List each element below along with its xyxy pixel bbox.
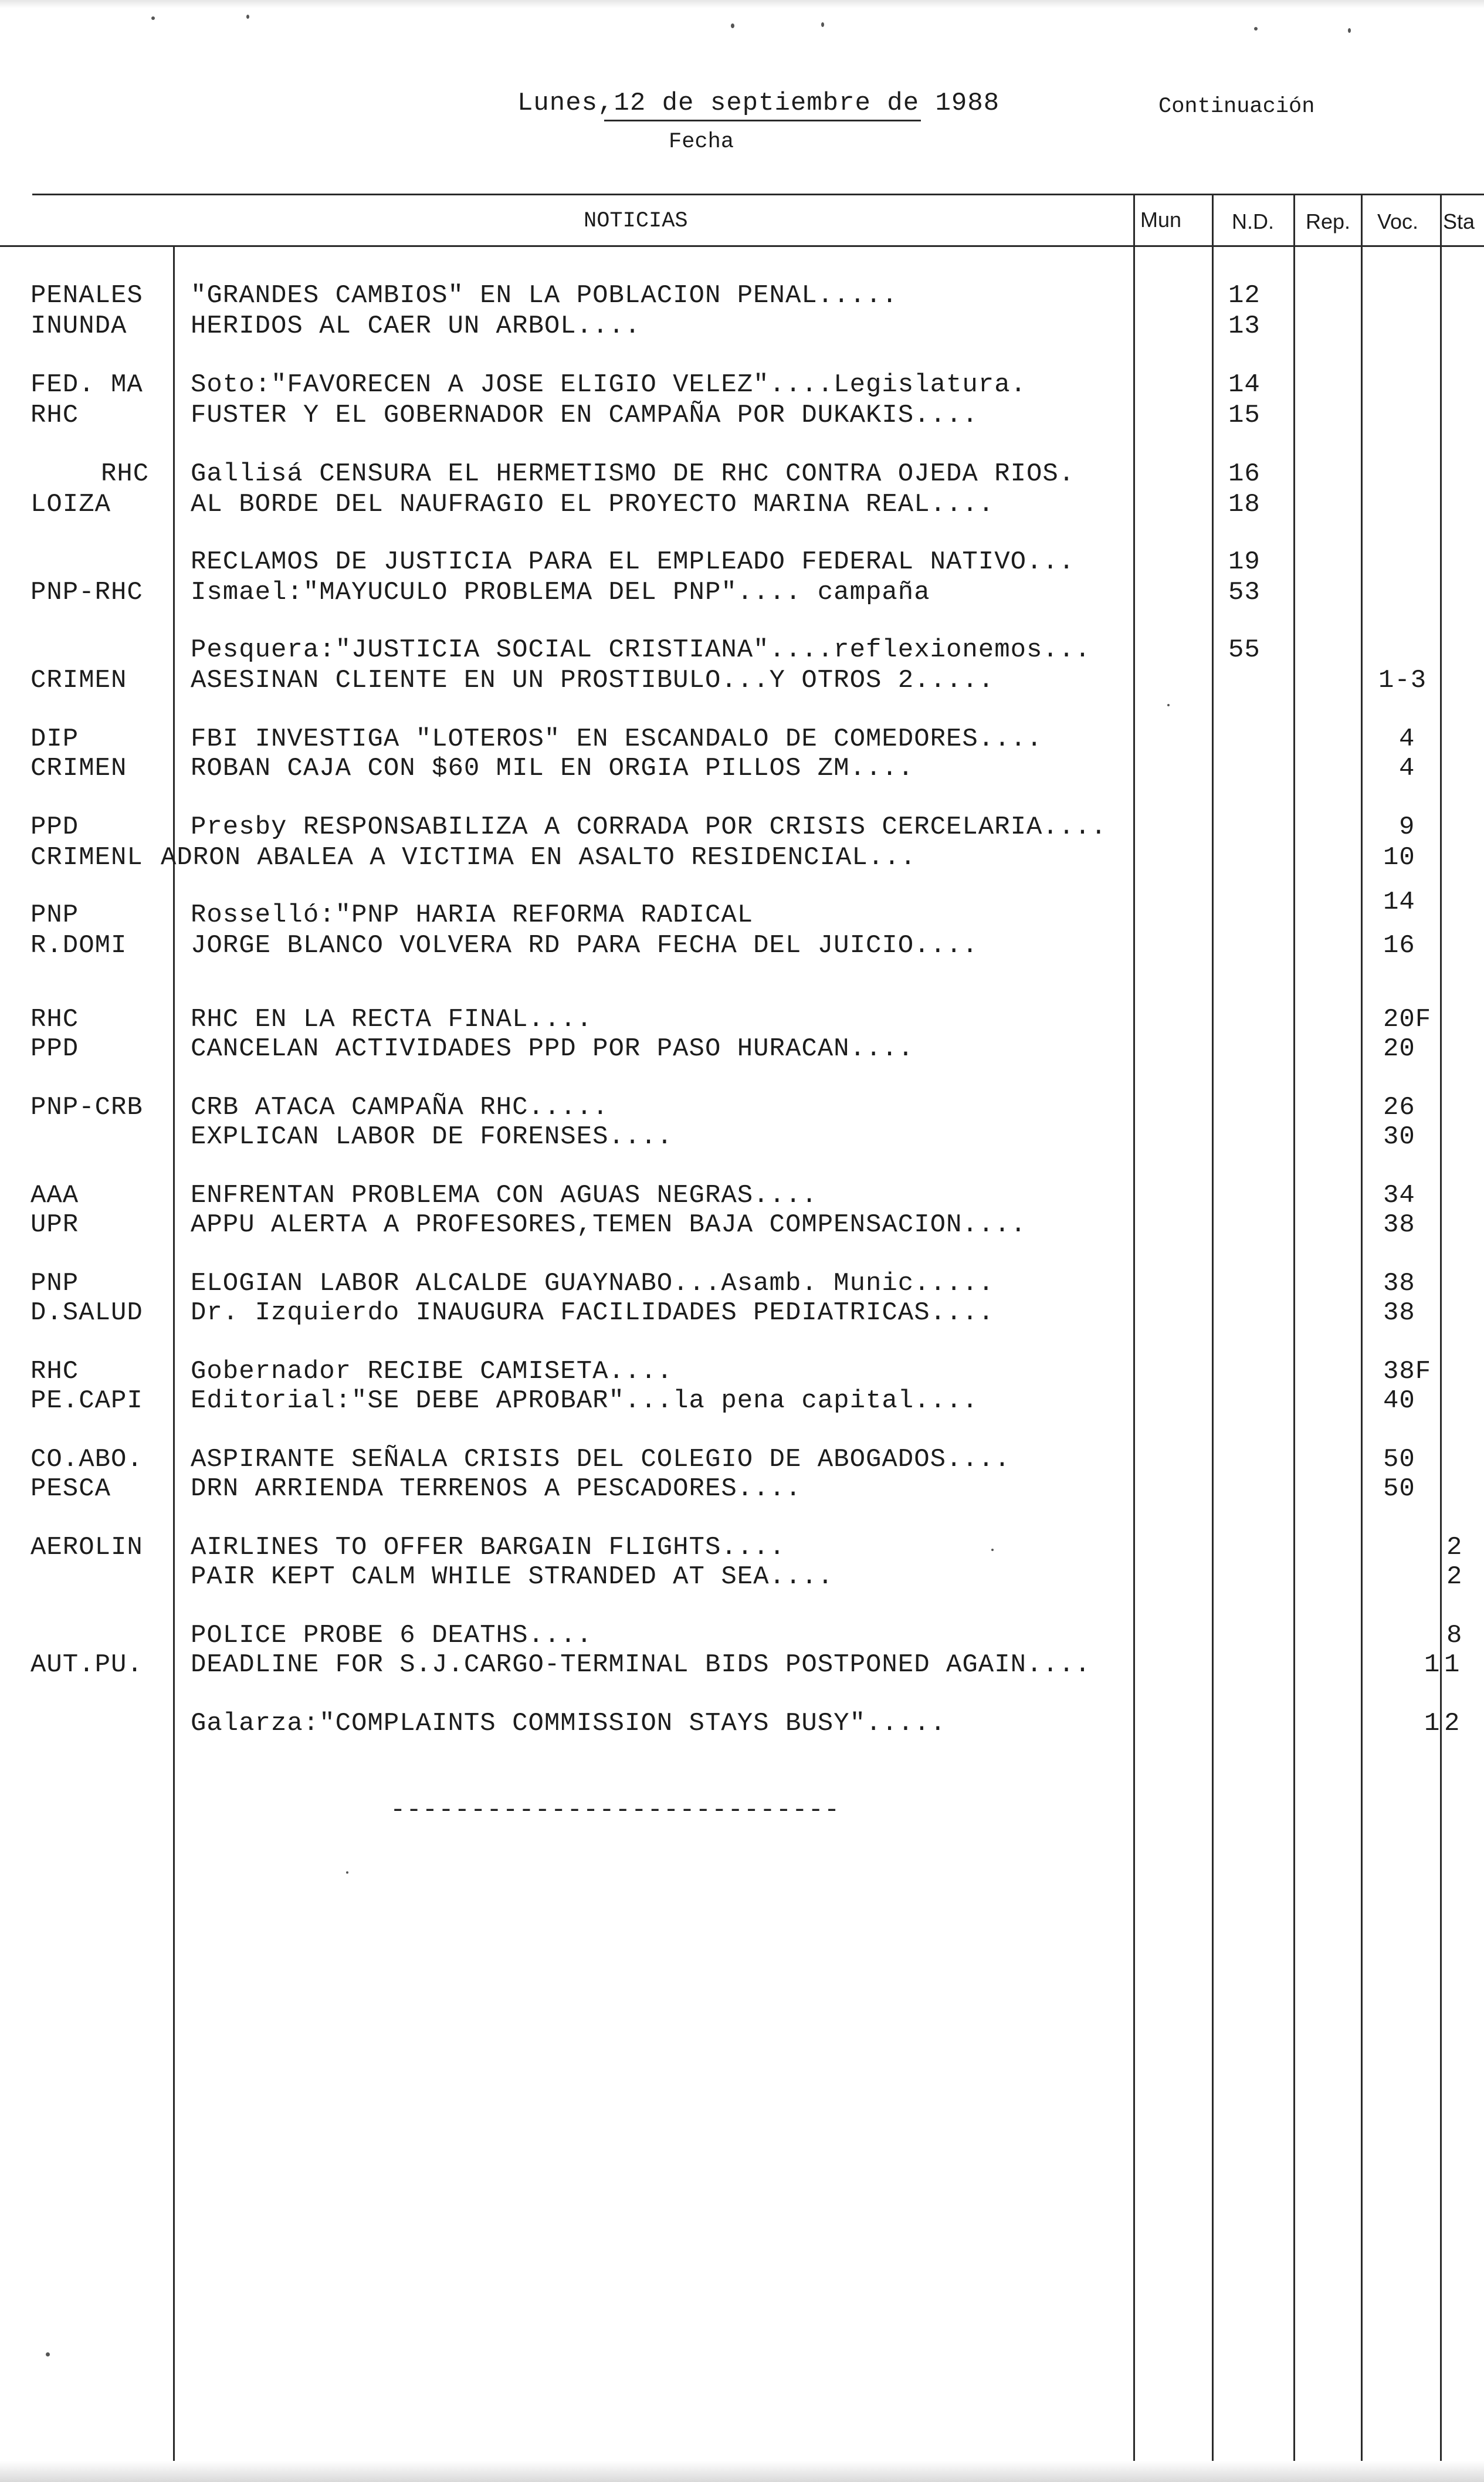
col-rule-code: [173, 245, 175, 2463]
row-headline: PAIR KEPT CALM WHILE STRANDED AT SEA....: [191, 1562, 834, 1592]
row-headline: AL BORDE DEL NAUFRAGIO EL PROYECTO MARINA REAL....: [191, 490, 995, 519]
row-headline: AIRLINES TO OFFER BARGAIN FLIGHTS....: [191, 1533, 785, 1562]
row-nd: 14: [1228, 370, 1261, 399]
row-voc: 38: [1383, 1298, 1415, 1328]
table-top-rule: [32, 194, 1484, 195]
row-code: AEROLIN: [31, 1533, 143, 1562]
row-headline: CRB ATACA CAMPAÑA RHC.....: [191, 1093, 609, 1122]
scan-speck: [731, 23, 734, 28]
row-headline: Editorial:"SE DEBE APROBAR"...la pena capital....: [191, 1386, 978, 1416]
row-headline: ASPIRANTE SEÑALA CRISIS DEL COLEGIO DE ABOGADOS....: [191, 1445, 1011, 1474]
col-header-nd: N.D.: [1232, 209, 1274, 233]
row-headline: FBI INVESTIGA "LOTEROS" EN ESCANDALO DE COMEDORES....: [191, 724, 1043, 754]
row-code: FED. MA: [31, 370, 143, 399]
row-voc: 38: [1383, 1269, 1415, 1298]
row-star: 8: [1446, 1621, 1463, 1650]
row-voc: 14: [1383, 888, 1415, 917]
row-code: D.SALUD: [31, 1298, 143, 1328]
row-code: CRIMEN: [31, 666, 127, 695]
row-headline: Galarza:"COMPLAINTS COMMISSION STAYS BUSY".....: [191, 1709, 947, 1738]
row-voc: 1-3: [1378, 666, 1427, 695]
row-headline: ELOGIAN LABOR ALCALDE GUAYNABO...Asamb. Munic.....: [191, 1269, 995, 1298]
row-voc: 20F: [1383, 1005, 1432, 1034]
scan-speck: [1348, 28, 1351, 33]
row-nd: 12: [1228, 281, 1261, 310]
row-code: PPD: [31, 812, 79, 842]
row-code: CRIMENL: [31, 843, 143, 872]
row-voc: 26: [1383, 1093, 1415, 1122]
row-headline: RHC EN LA RECTA FINAL....: [191, 1005, 593, 1034]
row-headline: ASESINAN CLIENTE EN UN PROSTIBULO...Y OTROS 2.....: [191, 666, 995, 695]
row-nd: 15: [1228, 401, 1261, 430]
row-nd: 19: [1228, 547, 1261, 577]
row-voc: 34: [1383, 1181, 1415, 1210]
row-code: PNP: [31, 900, 79, 930]
row-headline: DEADLINE FOR S.J.CARGO-TERMINAL BIDS POSTPONED AGAIN....: [191, 1650, 1091, 1680]
header-bottom-rule: [0, 245, 1484, 247]
row-voc: 10: [1383, 843, 1415, 872]
row-code: RHC: [31, 1005, 79, 1034]
row-code: PNP-CRB: [31, 1093, 143, 1122]
col-rule-mun-left: [1133, 194, 1135, 2463]
row-headline: FUSTER Y EL GOBERNADOR EN CAMPAÑA POR DUKAKIS....: [191, 401, 978, 430]
row-code: R.DOMI: [31, 931, 127, 960]
row-headline: Presby RESPONSABILIZA A CORRADA POR CRISIS CERCELARIA....: [191, 812, 1107, 842]
row-code: AUT.PU.: [31, 1650, 143, 1680]
row-code: RHC: [31, 401, 79, 430]
row-headline: POLICE PROBE 6 DEATHS....: [191, 1621, 593, 1650]
col-header-voc: Voc.: [1377, 209, 1419, 233]
row-code: DIP: [31, 724, 79, 754]
row-voc: 40: [1383, 1386, 1415, 1416]
col-header-mun: Mun: [1140, 208, 1182, 232]
row-voc: 20: [1383, 1034, 1415, 1064]
row-star: 2: [1446, 1533, 1463, 1562]
row-voc: 4: [1399, 754, 1415, 783]
row-code: INUNDA: [31, 311, 127, 341]
scan-speck: [1254, 27, 1258, 31]
row-headline: Dr. Izquierdo INAUGURA FACILIDADES PEDIATRICAS....: [191, 1298, 995, 1328]
row-star: 2: [1446, 1562, 1463, 1592]
row-headline: ROBAN CAJA CON $60 MIL EN ORGIA PILLOS ZM....: [191, 754, 914, 783]
row-code: CRIMEN: [31, 754, 127, 783]
row-voc: 30: [1383, 1122, 1415, 1152]
row-code: PNP-RHC: [31, 578, 143, 607]
row-headline: Gobernador RECIBE CAMISETA....: [191, 1357, 673, 1386]
row-voc: 50: [1383, 1474, 1415, 1504]
row-headline: EXPLICAN LABOR DE FORENSES....: [191, 1122, 673, 1152]
row-headline: CANCELAN ACTIVIDADES PPD POR PASO HURACAN....: [191, 1034, 914, 1064]
row-headline: Gallisá CENSURA EL HERMETISMO DE RHC CONTRA OJEDA RIOS.: [191, 459, 1075, 489]
row-code: PESCA: [31, 1474, 111, 1504]
scan-speck: [821, 22, 824, 27]
row-headline: ENFRENTAN PROBLEMA CON AGUAS NEGRAS....: [191, 1181, 818, 1210]
row-headline: APPU ALERTA A PROFESORES,TEMEN BAJA COMPENSACION....: [191, 1210, 1027, 1240]
row-headline: JORGE BLANCO VOLVERA RD PARA FECHA DEL JUICIO....: [191, 931, 978, 960]
row-voc: 38: [1383, 1210, 1415, 1240]
scan-speck: [46, 2352, 50, 2356]
scan-speck: [246, 15, 249, 19]
row-nd: 55: [1228, 635, 1261, 665]
row-nd: 13: [1228, 311, 1261, 341]
scan-bottom-edge: [0, 2461, 1484, 2482]
col-header-noticias: NOTICIAS: [584, 209, 688, 233]
col-rule-voc-right: [1440, 194, 1442, 2463]
row-code: PENALES: [31, 281, 143, 310]
row-headline: ADRON ABALEA A VICTIMA EN ASALTO RESIDENCIAL...: [161, 843, 917, 872]
row-voc: 9: [1399, 812, 1415, 842]
row-nd: 18: [1228, 490, 1261, 519]
scan-speck: [346, 1871, 348, 1874]
row-code: AAA: [31, 1181, 79, 1210]
date-underline: [604, 120, 921, 121]
row-headline: RECLAMOS DE JUSTICIA PARA EL EMPLEADO FEDERAL NATIVO...: [191, 547, 1075, 577]
row-voc: 1: [1424, 1709, 1441, 1738]
col-header-star: Sta: [1443, 209, 1475, 233]
row-voc: 50: [1383, 1445, 1415, 1474]
row-voc: 38F: [1383, 1357, 1432, 1386]
scan-top-edge: [0, 0, 1484, 8]
row-code: LOIZA: [31, 490, 111, 519]
row-headline: Ismael:"MAYUCULO PROBLEMA DEL PNP".... campaña: [191, 578, 930, 607]
row-voc: 1: [1424, 1650, 1441, 1680]
row-voc: 4: [1399, 724, 1415, 754]
row-code: PE.CAPI: [31, 1386, 143, 1416]
continuation-label: Continuación: [1158, 94, 1315, 119]
row-code: RHC: [101, 459, 150, 489]
row-headline: Pesquera:"JUSTICIA SOCIAL CRISTIANA"....reflexionemos...: [191, 635, 1091, 665]
scan-speck: [991, 1549, 994, 1551]
col-rule-rep-right: [1361, 194, 1363, 2463]
col-header-rep: Rep.: [1306, 209, 1351, 233]
date-text: Lunes,12 de septiembre de 1988: [517, 89, 1000, 118]
col-rule-mun-right: [1212, 194, 1214, 2463]
footer-rule: ----------------------------: [390, 1796, 841, 1825]
row-code: CO.ABO.: [31, 1445, 143, 1474]
row-code: RHC: [31, 1357, 79, 1386]
col-rule-nd-right: [1293, 194, 1295, 2463]
row-code: UPR: [31, 1210, 79, 1240]
row-nd: 53: [1228, 578, 1261, 607]
row-headline: DRN ARRIENDA TERRENOS A PESCADORES....: [191, 1474, 802, 1504]
row-star: 2: [1444, 1709, 1461, 1738]
row-star: 1: [1444, 1650, 1461, 1680]
row-nd: 16: [1228, 459, 1261, 489]
date-label: Fecha: [669, 130, 734, 154]
row-headline: HERIDOS AL CAER UN ARBOL....: [191, 311, 641, 341]
row-voc: 16: [1383, 931, 1415, 960]
row-headline: "GRANDES CAMBIOS" EN LA POBLACION PENAL.....: [191, 281, 898, 310]
scan-speck: [151, 16, 155, 20]
row-headline: Soto:"FAVORECEN A JOSE ELIGIO VELEZ"....Legislatura.: [191, 370, 1027, 399]
row-headline: Rosselló:"PNP HARIA REFORMA RADICAL: [191, 900, 754, 930]
row-code: PNP: [31, 1269, 79, 1298]
row-code: PPD: [31, 1034, 79, 1064]
scan-speck: [1167, 704, 1170, 706]
